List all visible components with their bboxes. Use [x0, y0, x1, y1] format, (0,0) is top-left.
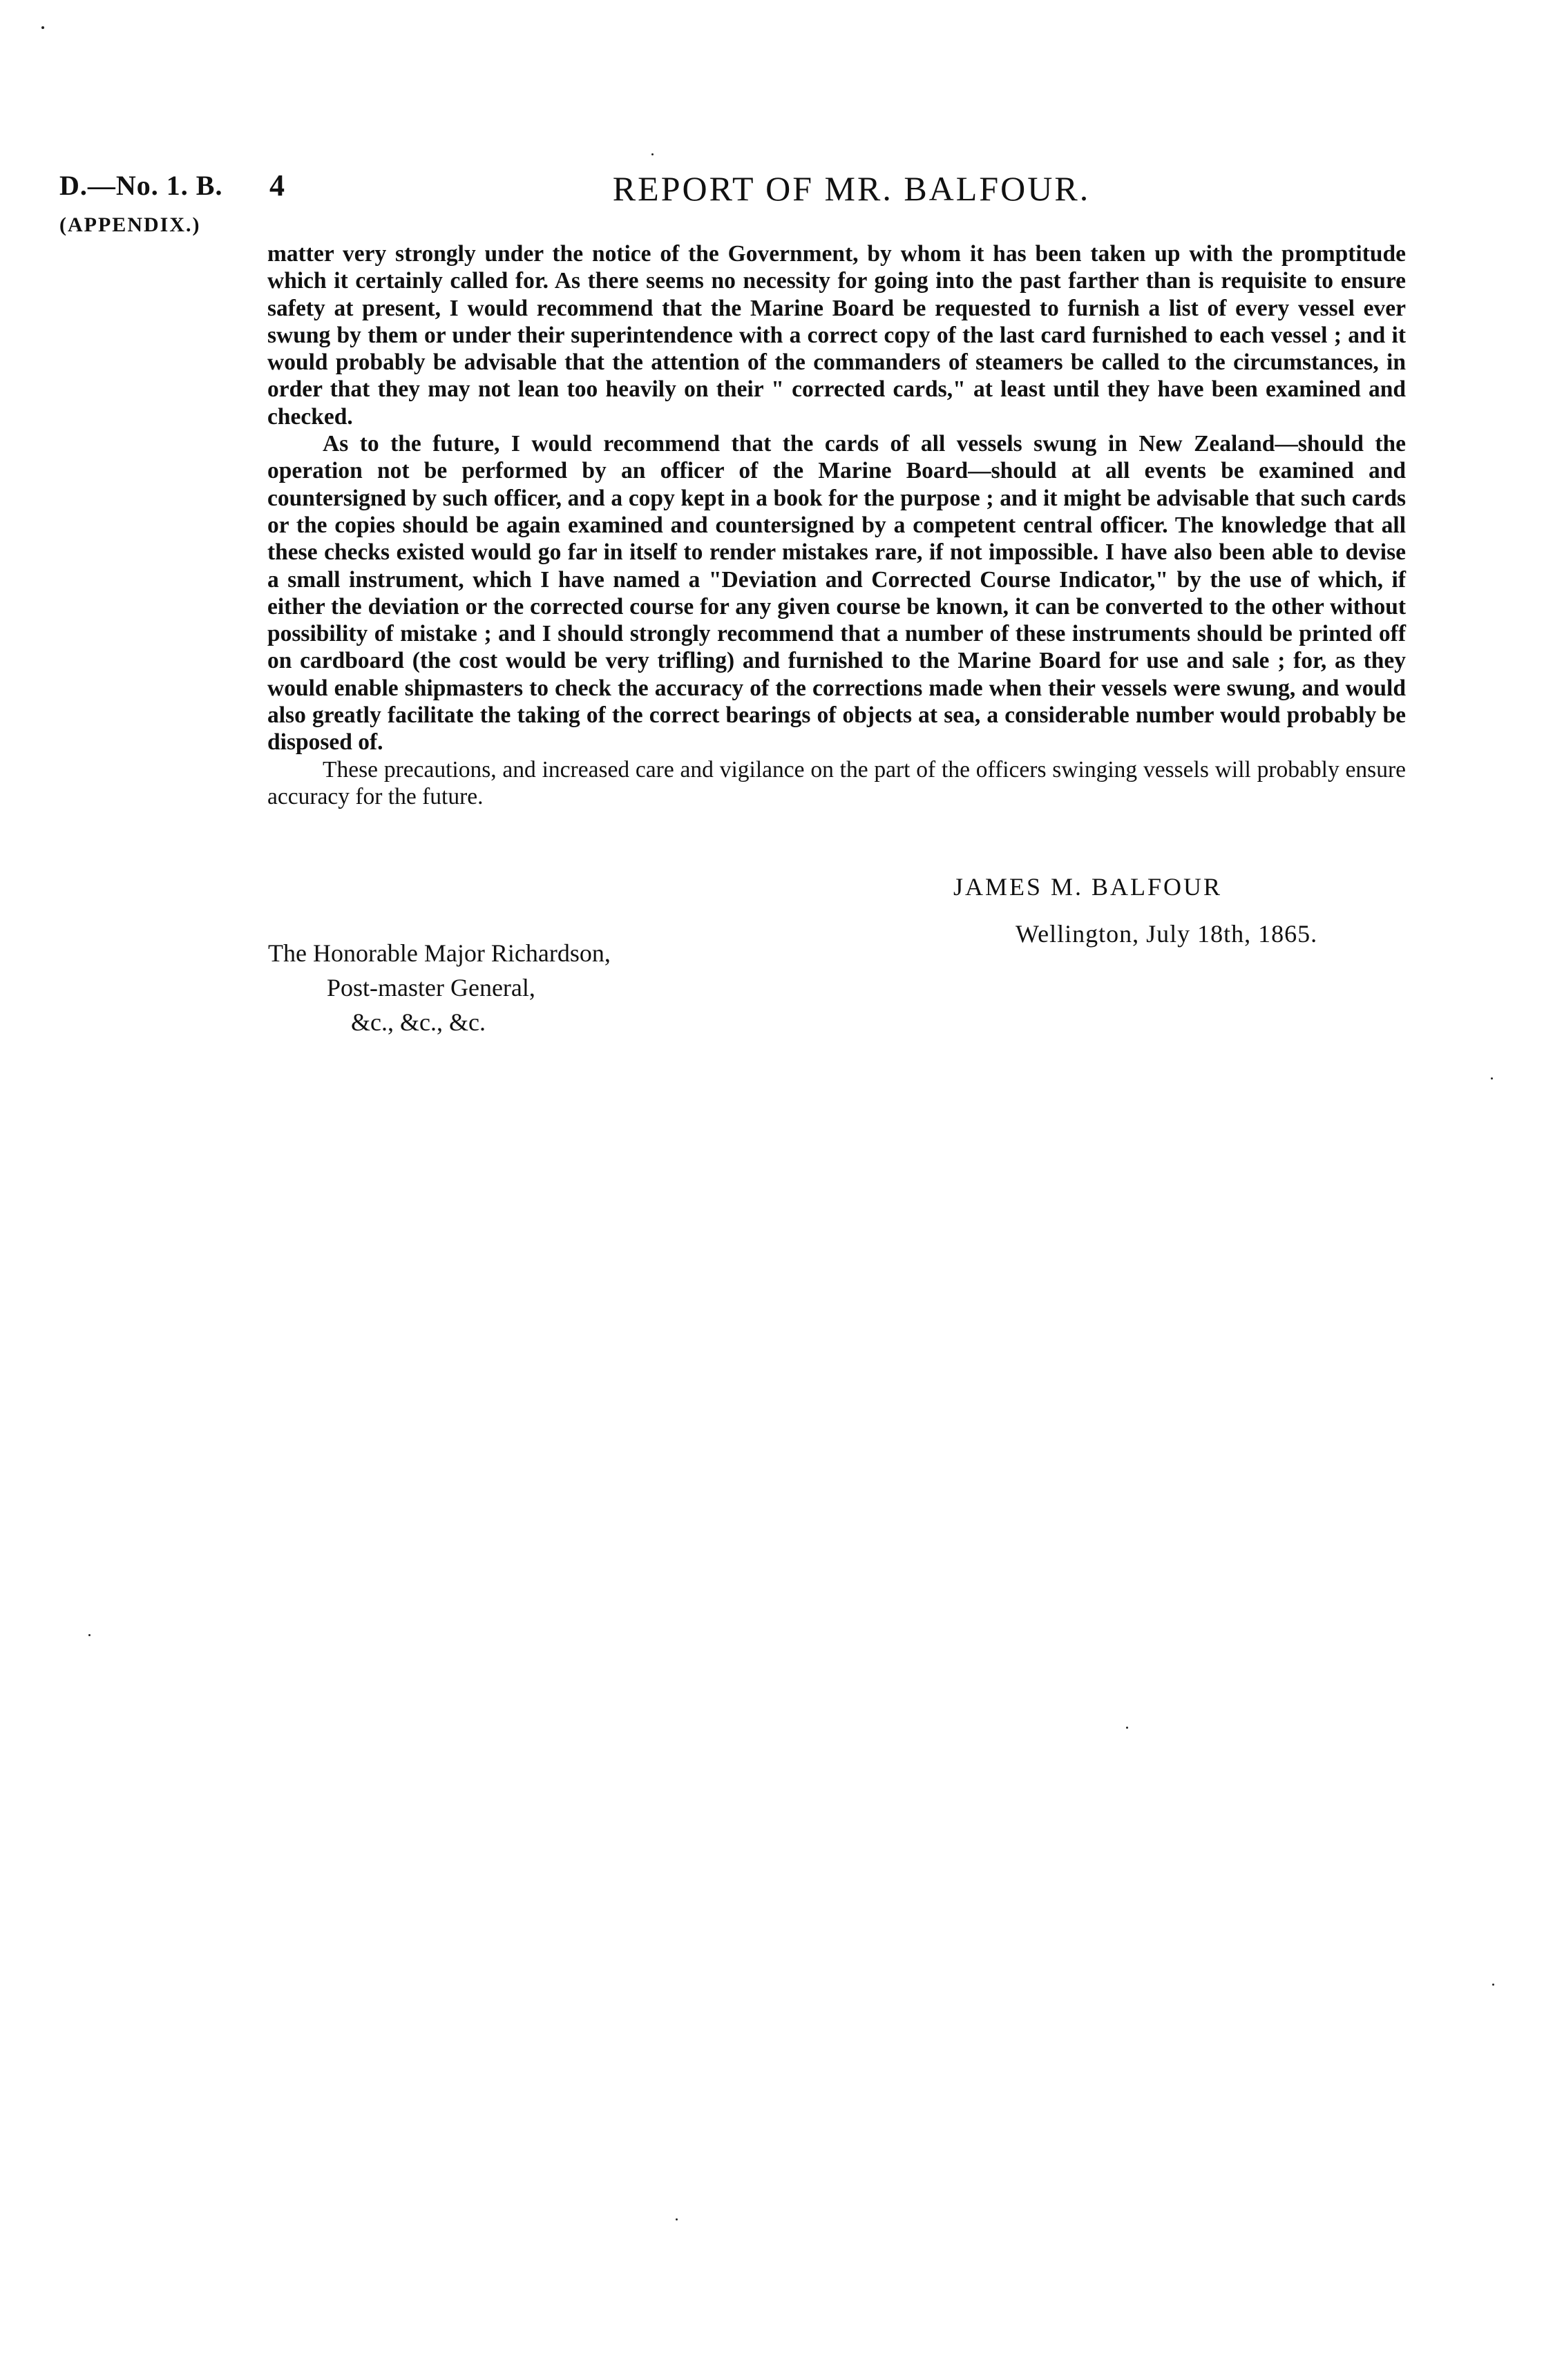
page-title: [0, 169, 1544, 208]
appendix-label: (APPENDIX.): [59, 213, 201, 236]
addressee-etc: &c., &c., &c.: [351, 1008, 486, 1036]
addressee-title: Post-master General,: [327, 974, 535, 1001]
scan-speck: [1126, 1727, 1128, 1729]
signature: JAMES M. BALFOUR: [953, 873, 1223, 901]
scan-speck: [88, 1634, 90, 1636]
addressee-block: [268, 936, 611, 1039]
scan-speck: [41, 26, 44, 29]
addressee-name: The Honorable Major Richardson,: [268, 939, 611, 967]
report-body: [267, 240, 1406, 810]
page-number: 4: [269, 169, 285, 202]
dateline: Wellington, July 18th, 1865.: [1016, 920, 1318, 948]
scan-speck: [676, 2218, 678, 2220]
page-title-text: REPORT OF MR. BALFOUR.: [612, 169, 1091, 208]
paragraph-future-recommendation: As to the future, I would recommend that the cards of all vessels swung in New Zealand—should the operation not be performed by an officer of the Marine Board—should at all events be examined and countersigned by such officer, and a copy kept in a book for the purpose ; and it might be advisable that such cards or the copies should be again examined and countersigned by a competent central officer. The knowledge that all these checks existed would go far in itself to render mistakes rare, if not impossible. I have also been able to devise a small instrument, which I have named a "Deviation and Corrected Course Indicator," by the use of which, if either the deviation or the corrected course for any given course be known, it can be converted to the other without possibility of mistake ; and I should strongly recommend that a number of these instruments should be printed off on cardboard (the cost would be very trifling) and furnished to the Marine Board for use and sale ; for, as they would enable shipmasters to check the accuracy of the corrections made when their vessels were swung, and would also greatly facilitate the taking of the correct bearings of objects at sea, a considerable number would probably be disposed of.: [267, 431, 1406, 756]
paragraph-continuation: matter very strongly under the notice of the Government, by whom it has been taken up with the promptitude which it certainly called for. As there seems no necessity for going into the past farther than is requisite to ensure safety at present, I would recommend that the Marine Board be requested to furnish a list of every vessel ever swung by them or under their superintendence with a correct copy of the last card furnished to each vessel ; and it would probably be advisable that the attention of the commanders of steamers be called to the circumstances, in order that they may not lean too heavily on their " corrected cards," at least until they have been examined and checked.: [267, 241, 1406, 430]
document-reference: D.—No. 1. B.: [59, 170, 223, 201]
scan-speck: [651, 153, 654, 155]
scan-speck: [1491, 1077, 1493, 1079]
paragraph-precautions: These precautions, and increased care and vigilance on the part of the officers swinging vessels will probably ensure accuracy for the future.: [267, 756, 1406, 809]
scan-speck: [1492, 1984, 1494, 1986]
